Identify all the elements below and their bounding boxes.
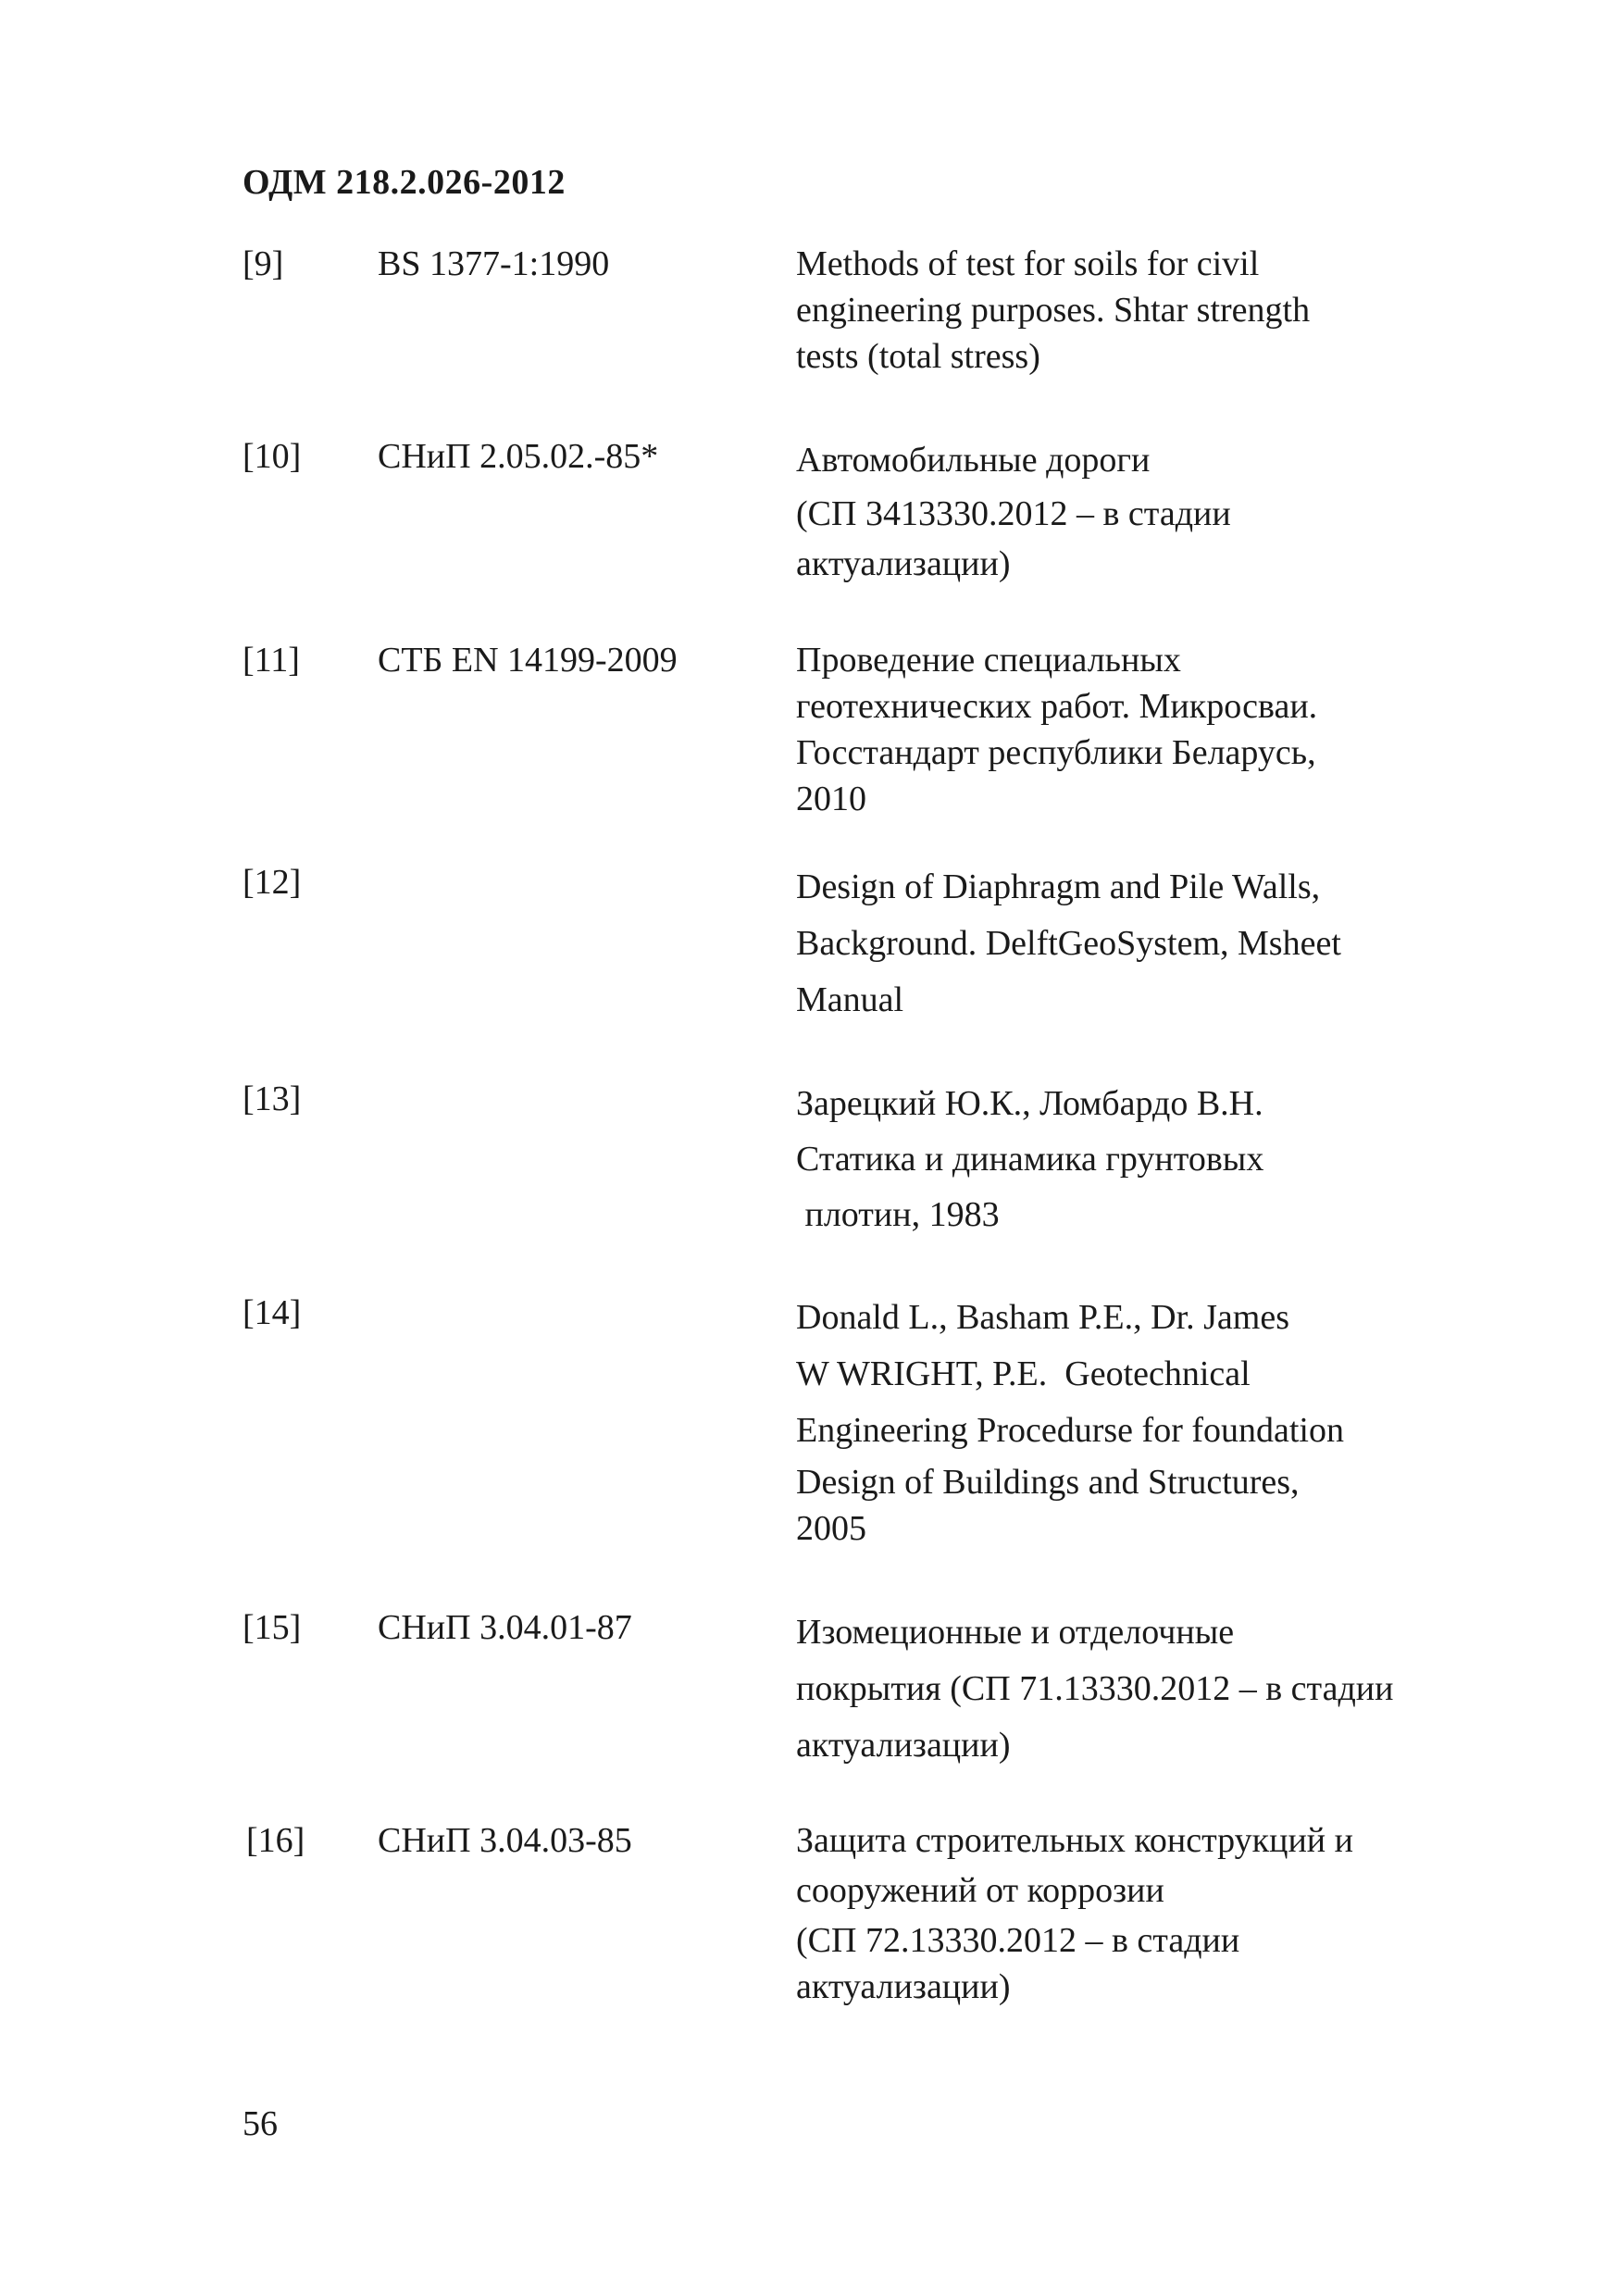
- reference-title: [796, 637, 1444, 822]
- reference-title-line: плотин, 1983: [796, 1195, 1000, 1234]
- reference-title-line: (СП 3413330.2012 – в стадии: [796, 494, 1231, 533]
- reference-code: СНиП 2.05.02.-85*: [378, 437, 659, 476]
- reference-number: [9]: [243, 244, 284, 283]
- reference-title-line: сооружений от коррозии: [796, 1871, 1164, 1910]
- reference-title: [796, 1604, 1444, 1774]
- reference-title-line: (СП 72.13330.2012 – в стадии: [796, 1921, 1240, 1960]
- reference-title-line: геотехнических работ. Микросваи.: [796, 687, 1318, 726]
- reference-number: [11]: [243, 641, 300, 680]
- reference-code: СТБ EN 14199-2009: [378, 641, 678, 680]
- reference-number: [14]: [243, 1293, 302, 1332]
- reference-title: [796, 1076, 1444, 1242]
- reference-title-line: Зарецкий Ю.К., Ломбардо В.Н.: [796, 1084, 1263, 1123]
- reference-code: BS 1377-1:1990: [378, 244, 610, 283]
- reference-title-line: Design of Buildings and Structures,: [796, 1463, 1300, 1502]
- reference-title-line: актуализации): [796, 544, 1011, 583]
- document-code-header: ОДМ 218.2.026-2012: [243, 163, 566, 202]
- reference-title-line: актуализации): [796, 1967, 1011, 2006]
- reference-title-line: Background. DelftGeoSystem, Msheet: [796, 924, 1341, 963]
- reference-number: [13]: [243, 1079, 302, 1118]
- page-number: 56: [243, 2104, 278, 2143]
- reference-title-line: Госстандарт республики Беларусь,: [796, 733, 1316, 772]
- reference-title-line: 2010: [796, 780, 866, 818]
- reference-title-line: Статика и динамика грунтовых: [796, 1140, 1264, 1179]
- reference-code: СНиП 3.04.03-85: [378, 1821, 632, 1860]
- reference-title-line: Engineering Procedurse for foundation: [796, 1411, 1344, 1450]
- reference-code: СНиП 3.04.01-87: [378, 1608, 632, 1647]
- reference-title-line: W WRIGHT, P.E. Geotechnical: [796, 1354, 1251, 1393]
- reference-title-line: Design of Diaphragm and Pile Walls,: [796, 867, 1321, 906]
- reference-number: [15]: [243, 1608, 302, 1647]
- reference-title-line: 2005: [796, 1509, 866, 1548]
- reference-title: [796, 241, 1444, 380]
- reference-title: [796, 433, 1444, 587]
- reference-number: [10]: [243, 437, 302, 476]
- reference-number: [16]: [246, 1821, 305, 1860]
- reference-title-line: Автомобильные дороги: [796, 441, 1151, 480]
- reference-title-line: актуализации): [796, 1726, 1011, 1765]
- reference-title-line: tests (total stress): [796, 337, 1040, 376]
- reference-title: [796, 1290, 1444, 1552]
- reference-number: [12]: [243, 863, 302, 902]
- reference-title-line: engineering purposes. Shtar strength: [796, 291, 1311, 330]
- reference-title: [796, 1817, 1444, 2010]
- reference-title-line: Изомеционные и отделочные: [796, 1613, 1235, 1652]
- reference-title-line: Manual: [796, 980, 904, 1019]
- reference-title-line: Защита строительных конструкций и: [796, 1821, 1353, 1860]
- reference-title-line: Donald L., Basham P.E., Dr. James: [796, 1298, 1290, 1337]
- reference-title: [796, 859, 1444, 1029]
- reference-title-line: Methods of test for soils for civil: [796, 244, 1260, 283]
- reference-title-line: покрытия (СП 71.13330.2012 – в стадии: [796, 1669, 1394, 1708]
- reference-title-line: Проведение специальных: [796, 641, 1181, 680]
